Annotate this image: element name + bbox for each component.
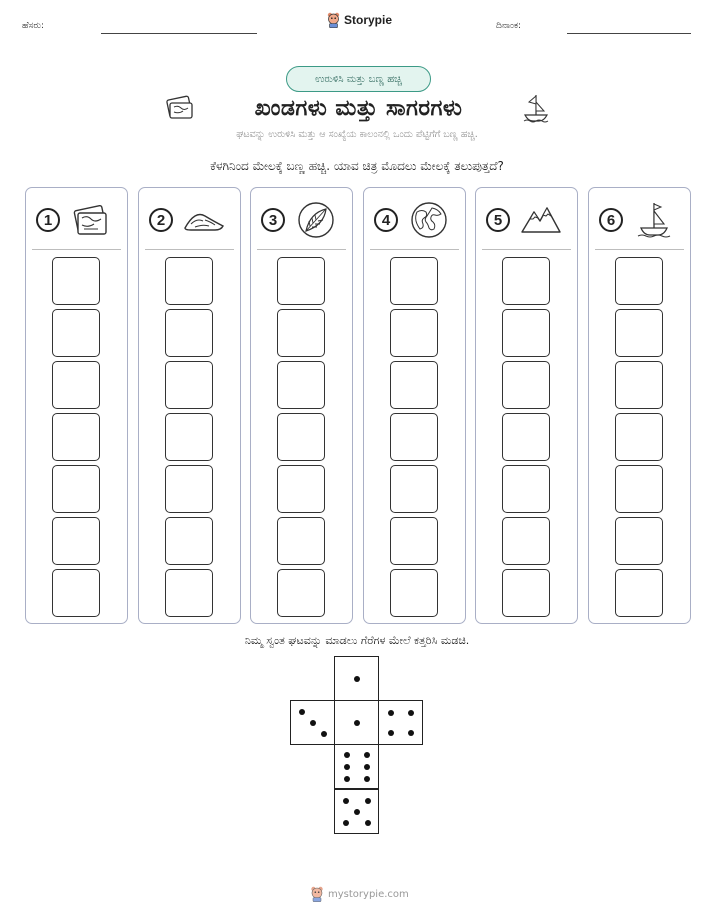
color-boxes (390, 257, 438, 621)
color-box[interactable] (277, 257, 325, 305)
color-box[interactable] (52, 257, 100, 305)
color-box[interactable] (502, 517, 550, 565)
color-boxes (277, 257, 325, 621)
color-box[interactable] (502, 413, 550, 461)
globe-icon (408, 200, 450, 240)
color-boxes (52, 257, 100, 621)
leaf-icon (295, 200, 337, 240)
color-box[interactable] (615, 361, 663, 409)
column-number: 4 (374, 208, 398, 232)
column-number: 5 (486, 208, 510, 232)
color-box[interactable] (615, 465, 663, 513)
color-box[interactable] (615, 517, 663, 565)
column-divider (482, 249, 571, 250)
color-box[interactable] (165, 257, 213, 305)
die-pip (365, 798, 371, 804)
column-4 (363, 187, 466, 624)
color-boxes (502, 257, 550, 621)
color-box[interactable] (165, 309, 213, 357)
bear-mascot-icon (310, 886, 324, 902)
dice-instruction: ನಿಮ್ಮ ಸ್ವಂತ ಘಟವನ್ನು ಮಾಡಲು ಗೆರೆಗಳ ಮೇಲೆ ಕತ್ತರಿಸಿ ಮಡಚಿ. (244, 634, 470, 647)
brand-name: Storypie (344, 13, 393, 27)
color-box[interactable] (390, 517, 438, 565)
map-book-icon (165, 94, 195, 122)
color-box[interactable] (165, 413, 213, 461)
sailboat-icon (633, 200, 675, 240)
color-boxes (615, 257, 663, 621)
die-pip (344, 764, 350, 770)
date-label: ದಿನಾಂಕ: (496, 21, 522, 31)
color-box[interactable] (165, 569, 213, 617)
die-pip (364, 776, 370, 782)
date-line[interactable] (567, 33, 691, 34)
die-pip (364, 752, 370, 758)
die-pip (408, 710, 414, 716)
color-box[interactable] (277, 465, 325, 513)
color-box[interactable] (390, 413, 438, 461)
activity-tag: ಉರುಳಿಸಿ ಮತ್ತು ಬಣ್ಣ ಹಚ್ಚಿ (286, 66, 431, 92)
die-pip (408, 730, 414, 736)
sailboat-icon (522, 93, 550, 123)
die-pip (343, 798, 349, 804)
color-boxes (165, 257, 213, 621)
column-1 (25, 187, 128, 624)
color-box[interactable] (52, 413, 100, 461)
color-box[interactable] (52, 361, 100, 409)
die-face-one (334, 656, 379, 701)
column-number: 3 (261, 208, 285, 232)
color-box[interactable] (277, 361, 325, 409)
column-divider (595, 249, 684, 250)
color-box[interactable] (502, 257, 550, 305)
die-face-one (334, 700, 379, 745)
color-box[interactable] (390, 257, 438, 305)
die-pip (299, 709, 305, 715)
color-box[interactable] (165, 361, 213, 409)
die-pip (344, 752, 350, 758)
color-box[interactable] (502, 465, 550, 513)
color-box[interactable] (615, 569, 663, 617)
die-pip (388, 730, 394, 736)
brand-logo (327, 12, 392, 28)
die-pip (354, 676, 360, 682)
die-pip (321, 731, 327, 737)
die-face-three (290, 700, 335, 745)
column-divider (257, 249, 346, 250)
column-3 (250, 187, 353, 624)
die-face-four (378, 700, 423, 745)
die-face-six (334, 744, 379, 789)
subtitle: ಘಟವನ್ನು ಉರುಳಿಸಿ ಮತ್ತು ಆ ಸಂಖ್ಯೆಯ ಕಾಲಂನಲ್ಲಿ ಒಂದು ಪೆಟ್ಟಿಗೆಗೆ ಬಣ್ಣ ಹಚ್ಚಿ. (236, 129, 478, 140)
color-box[interactable] (502, 361, 550, 409)
column-number: 6 (599, 208, 623, 232)
die-pip (365, 820, 371, 826)
color-box[interactable] (277, 517, 325, 565)
color-box[interactable] (615, 257, 663, 305)
die-pip (343, 820, 349, 826)
question-text: ಕೆಳಗಿನಿಂದ ಮೇಲಕ್ಕೆ ಬಣ್ಣ ಹಚ್ಚಿ. ಯಾವ ಚಿತ್ರ ಮೊದಲು ಮೇಲಕ್ಕೆ ತಲುಪುತ್ತದೆ? (210, 159, 504, 173)
color-box[interactable] (390, 569, 438, 617)
column-number: 2 (149, 208, 173, 232)
title-row (165, 90, 550, 126)
color-box[interactable] (52, 517, 100, 565)
die-pip (354, 809, 360, 815)
column-2 (138, 187, 241, 624)
color-box[interactable] (277, 569, 325, 617)
die-pip (344, 776, 350, 782)
color-box[interactable] (390, 309, 438, 357)
die-pip (310, 720, 316, 726)
die-pip (354, 720, 360, 726)
color-box[interactable] (615, 413, 663, 461)
color-box[interactable] (165, 517, 213, 565)
bear-mascot-icon (327, 12, 340, 28)
color-box[interactable] (390, 361, 438, 409)
page-title: ಖಂಡಗಳು ಮತ್ತು ಸಾಗರಗಳು (254, 95, 463, 121)
name-line[interactable] (101, 33, 257, 34)
color-box[interactable] (502, 309, 550, 357)
column-number: 1 (36, 208, 60, 232)
die-pip (364, 764, 370, 770)
color-box[interactable] (502, 569, 550, 617)
column-6 (588, 187, 691, 624)
color-box[interactable] (52, 309, 100, 357)
column-5 (475, 187, 578, 624)
column-divider (32, 249, 121, 250)
footer-url[interactable]: mystorypie.com (328, 888, 409, 900)
column-divider (145, 249, 234, 250)
column-divider (370, 249, 459, 250)
footer (310, 886, 409, 902)
color-box[interactable] (390, 465, 438, 513)
color-box[interactable] (277, 309, 325, 357)
color-box[interactable] (615, 309, 663, 357)
die-pip (388, 710, 394, 716)
desert-dune-icon (183, 200, 225, 240)
color-box[interactable] (52, 569, 100, 617)
color-box[interactable] (277, 413, 325, 461)
mountains-icon (520, 200, 562, 240)
name-label: ಹೆಸರು: (22, 21, 45, 31)
map-book-icon (70, 200, 112, 240)
die-face-five (334, 789, 379, 834)
color-box[interactable] (165, 465, 213, 513)
color-box[interactable] (52, 465, 100, 513)
